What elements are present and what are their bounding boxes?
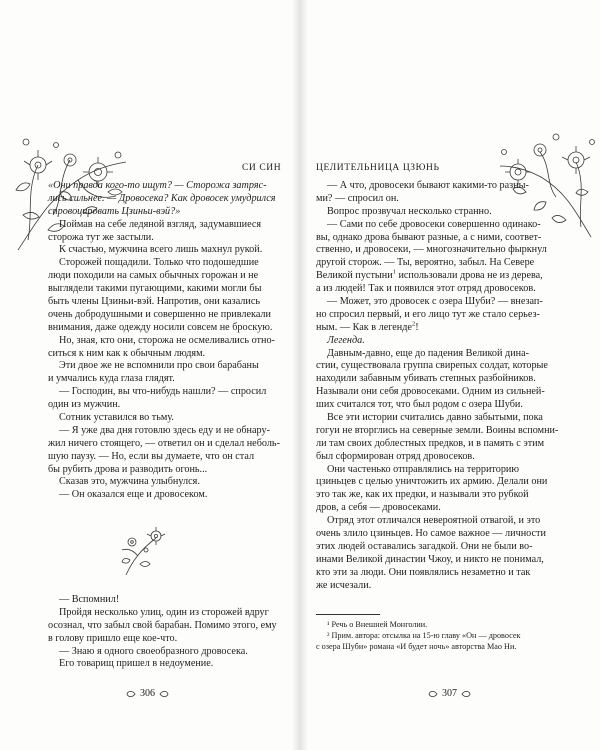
text-line: Они частенько отправлялись на территорию xyxy=(327,463,519,475)
leaf-ornament-icon xyxy=(428,690,438,698)
text-line: Его товарищ пришел в недоумение. xyxy=(59,658,214,670)
text-line: лись сильнее. — Дровосека? Как дровосек умудрился xyxy=(48,192,276,204)
text-line: этих людей оставались загадкой. Они не были во- xyxy=(316,540,533,552)
text-segment: Великой пустыни xyxy=(316,270,393,282)
text-line: Поймав на себе ледяной взгляд, задумавшиеся xyxy=(59,218,262,230)
text-line: «Они правда кого-то ищут? — Сторожа затряс- xyxy=(48,180,267,191)
text-line: Давным-давно, еще до падения Великой дина- xyxy=(327,347,530,359)
text-line: шую паузу. — Но, если вы думаете, что он стал xyxy=(48,450,255,462)
text-line: Вопрос прозвучал несколько странно. xyxy=(327,205,492,217)
text-line: другой сторож. — Ты, вероятно, забыл. На Севере xyxy=(316,257,535,269)
text-line: ми? — спросил он. xyxy=(316,192,399,204)
right-text-block xyxy=(316,180,559,593)
text-line: а из людей! Так и появился этот отряд дровосеков. xyxy=(316,283,536,295)
text-line: осознал, что забыл свой барабан. Помимо этого, ему xyxy=(48,619,277,631)
footnote-rule xyxy=(316,614,380,615)
text-line: Все эти истории считались давно забытыми, пока xyxy=(327,412,543,424)
leaf-ornament-icon xyxy=(126,690,136,698)
text-line: — Вспомнил! xyxy=(59,594,120,605)
text-line: — Он оказался еще и дровосеком. xyxy=(59,489,208,501)
text-line: очень добродушными и совершенно не привлекали xyxy=(48,308,271,320)
text-line: кто эти за люди. Они появлялись незаметно и так xyxy=(316,566,531,578)
text-line: Сказав это, мужчина улыбнулся. xyxy=(59,476,200,488)
text-line: выглядели такими пугающими, какими могли бы xyxy=(48,283,262,295)
text-line: но спросил первый, и его лицо тут же стало серьез- xyxy=(316,308,540,320)
text-line: же исчезали. xyxy=(316,579,372,591)
text-line: находили забавным убивать степных разбойников. xyxy=(316,373,536,385)
text-line: был сформирован отряд дровосеков. xyxy=(316,450,475,462)
text-line: сторожа тут же застыли. xyxy=(48,231,154,243)
text-line: Но, зная, кто они, сторожа не осмеливались отно- xyxy=(59,334,275,346)
text-line: бы рубить дрова и разводить огонь... xyxy=(48,463,208,475)
flower-sprig-separator xyxy=(118,520,168,580)
text-line: один из мужчин. xyxy=(48,399,121,411)
text-segment: использовали дрова не из дерева, xyxy=(395,270,543,282)
text-line: — Сами по себе дровосеки совершенно одинако- xyxy=(327,218,541,230)
text-line: Эти двое же не вспомнили про свои барабаны xyxy=(59,360,259,372)
text-line: ших считался тот, что был родом с озера Шуби. xyxy=(316,399,523,411)
text-line: стии, существовала группа свирепых солдат, которые xyxy=(316,360,548,372)
text-line: — А что, дровосеки бывают какими-то разны- xyxy=(327,180,529,191)
text-line: вы, однако дрова бывают разные, а с ними, соответ- xyxy=(316,231,542,243)
left-text-block-2 xyxy=(48,594,280,671)
text-line: быть члены Цзиньи-вэй. Напротив, они казались xyxy=(48,296,261,308)
text-line: К счастью, мужчина всего лишь махнул рукой. xyxy=(59,244,263,256)
text-line: Отряд этот отличался невероятной отвагой, и это xyxy=(327,515,541,527)
text-line: гогуи не вторглись на северные земли. Воины вспомни- xyxy=(316,424,559,436)
page-number-value: 307 xyxy=(442,688,457,699)
text-line: очень злило цзиньцев. Но самое важное — личности xyxy=(316,528,546,540)
text-line: люди походили на самых обычных горожан и не xyxy=(48,270,259,282)
footnote-marker[interactable]: 1 xyxy=(392,268,396,276)
leaf-ornament-icon xyxy=(159,690,169,698)
text-line: дров, а себя — дровосеками. xyxy=(316,502,441,514)
text-segment: ным. — Как в легенде xyxy=(316,321,412,333)
page-number-right xyxy=(428,688,471,699)
right-page xyxy=(300,0,600,750)
text-line: спровоцировать Цзиньи-вэй?» xyxy=(48,205,181,217)
footnote: ² Прим. автора: отсылка на 15-ю главу «Он — дровосек xyxy=(327,631,521,640)
text-line: Сотник уставился во тьму. xyxy=(59,412,174,424)
text-line: Называли они себя дровосеками. Одним из сильней- xyxy=(316,386,545,398)
text-line: — Я уже два дня готовлю здесь еду и не обнару- xyxy=(59,424,270,436)
text-line: ситься к ним как к обычным людям. xyxy=(48,347,206,359)
text-line: — Господин, вы что-нибудь нашли? — спросил xyxy=(59,386,267,398)
text-line: ственно, и дровосеки, — многозначительно фыркнул xyxy=(316,244,547,256)
text-line: — Знаю я одного своеобразного дровосека. xyxy=(59,645,248,657)
text-line: Легенда. xyxy=(327,334,365,346)
text-line: в голову пришло еще кое-что. xyxy=(48,632,178,644)
text-line xyxy=(316,322,553,335)
book-gutter-shadow xyxy=(292,0,308,750)
text-line: ли там своих доблестных предков, и в память с этим xyxy=(316,437,545,449)
text-segment: ! xyxy=(415,321,419,333)
footnotes xyxy=(316,614,553,652)
footnote: с озера Шуби» романа «И будет ночь» авторства Мао Ни. xyxy=(316,642,517,651)
footnote: ¹ Речь о Внешней Монголии. xyxy=(327,620,428,629)
text-line: Сторожей пощадили. Только что подошедшие xyxy=(59,257,259,269)
text-line: внимания, даже одежду носили совсем не броскую. xyxy=(48,321,273,333)
page-number-left xyxy=(126,688,169,699)
text-line: и умчались куда глаза глядят. xyxy=(48,373,175,385)
footnote-marker[interactable]: 2 xyxy=(411,320,416,328)
leaf-ornament-icon xyxy=(461,690,471,698)
text-line: это так же, как их предки, и называли это рубкой xyxy=(316,489,529,501)
text-line: цзиньцев с целью уничтожить их армию. Делали они xyxy=(316,476,548,488)
running-head-left: СИ СИН xyxy=(242,163,282,173)
page-number-value: 306 xyxy=(140,688,155,699)
text-line: — Может, это дровосек с озера Шуби? — внезап- xyxy=(327,296,543,308)
text-line: жил ничего стоящего, — ответил он и сделал неболь- xyxy=(48,437,280,449)
running-head-right: ЦЕЛИТЕЛЬНИЦА ЦЗЮНЬ xyxy=(316,163,440,173)
left-text-block-1 xyxy=(48,180,280,502)
text-line: Пройдя несколько улиц, один из сторожей вдруг xyxy=(59,606,269,618)
text-line xyxy=(316,270,553,283)
text-line: инами Великой династии Чжоу, и никто не понимал, xyxy=(316,553,544,565)
